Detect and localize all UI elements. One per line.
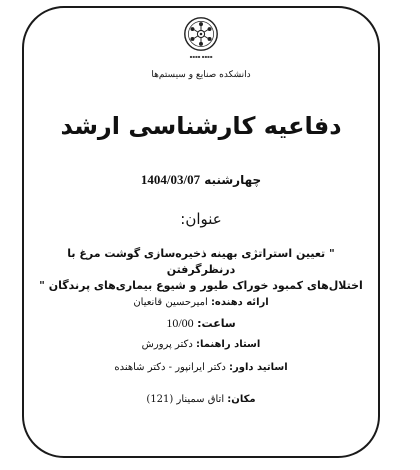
university-seal-icon [183,16,219,52]
page-title: دفاعیه کارشناسی ارشد [60,112,342,140]
time-label: ساعت: [197,317,236,330]
examiners-label: اساتید داور: [228,362,288,373]
presenter-row [22,297,380,308]
location-value: اتاق سمینار (121) [146,394,225,405]
presenter-label: ارائه دهنده: [210,297,269,308]
defense-announcement [22,6,380,458]
seal-caption: ▪▪▪▪ ▪▪▪▪ [189,54,213,59]
faculty-name: دانشکده صنایع و سیستم‌ها [151,70,251,80]
subject-line: " تعیین استراتژی بهینه ذخیره‌سازی گوشت مرغ با درنظرگرفتن [67,247,335,276]
time-row [22,316,380,331]
date-value: 1404/03/07 [140,172,201,187]
university-logo [22,16,380,52]
supervisor-label: استاد راهنما: [195,339,261,350]
examiners-row [22,362,380,373]
time-value: 10/00 [166,316,194,330]
date-day: چهارشنبه [204,173,262,187]
defense-date [22,172,380,188]
supervisor-name: دکتر پرورش [141,339,193,350]
thesis-subject [32,246,370,294]
presenter-name: امیرحسین قانعیان [133,297,208,308]
supervisor-row [22,339,380,350]
examiners-names: دکتر ایرانپور - دکتر شاهنده [114,362,226,373]
subject-label: عنوان: [180,210,222,228]
location-row [22,394,380,405]
location-label: مکان: [227,394,256,405]
subject-line: اختلال‌های کمبود خوراک طیور و شیوع بیماری‌های پرندگان " [39,279,363,292]
